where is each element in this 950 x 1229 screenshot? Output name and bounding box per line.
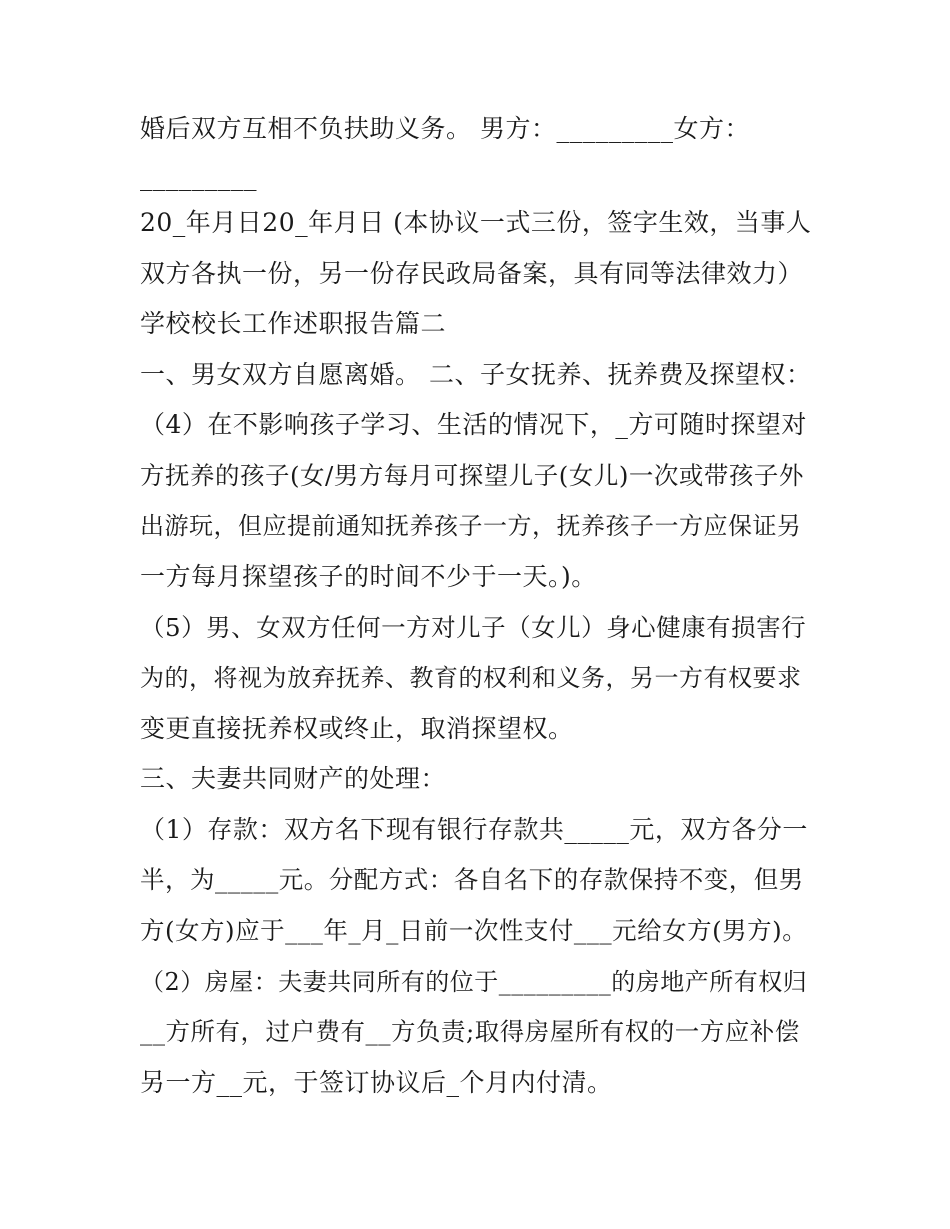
text-line-11: （5）男、女双方任何一方对儿子（女儿）身心健康有损害行: [140, 613, 807, 642]
text-line-2: _________: [140, 162, 257, 191]
text-line-3: 20_年月日20_年月日 (本协议一式三份，签字生效，当事人: [140, 208, 812, 237]
text-line-17: 方(女方)应于___年_月_日前一次性支付___元给女方(男方)。: [140, 916, 808, 945]
text-line-19: __方所有，过户费有__方负责;取得房屋所有权的一方应补偿: [140, 1017, 800, 1046]
text-line-4: 双方各执一份，另一份存民政局备案，具有同等法律效力）: [140, 259, 804, 288]
text-line-18: （2）房屋：夫妻共同所有的位于_________的房地产所有权归: [140, 968, 808, 996]
text-line-14: 三、夫妻共同财产的处理：: [140, 764, 447, 793]
section-heading: 学校校长工作述职报告篇二: [140, 309, 447, 338]
text-line-16: 半，为_____元。分配方式：各自名下的存款保持不变，但男: [140, 865, 804, 894]
text-line-13: 变更直接抚养权或终止，取消探望权。: [140, 714, 574, 743]
text-line-9: 出游玩，但应提前通知抚养孩子一方，抚养孩子一方应保证另: [140, 512, 802, 540]
text-line-1: 婚后双方互相不负扶助义务。 男方：_________女方：: [140, 114, 750, 143]
text-line-8: 方抚养的孩子(女/男方每月可探望儿子(女儿)一次或带孩子外: [140, 461, 804, 490]
text-line-15: （1）存款：双方名下现有银行存款共_____元，双方各分一: [140, 815, 808, 844]
text-line-10: 一方每月探望孩子的时间不少于一天。)。: [140, 562, 597, 591]
text-line-6: 一、男女双方自愿离婚。 二、子女抚养、抚养费及探望权：: [140, 360, 812, 389]
text-line-12: 为的，将视为放弃抚养、教育的权利和义务，另一方有权要求: [140, 664, 802, 692]
text-line-20: 另一方__元，于签订协议后_个月内付清。: [140, 1068, 613, 1097]
text-line-7: （4）在不影响孩子学习、生活的情况下，_方可随时探望对: [140, 410, 807, 439]
